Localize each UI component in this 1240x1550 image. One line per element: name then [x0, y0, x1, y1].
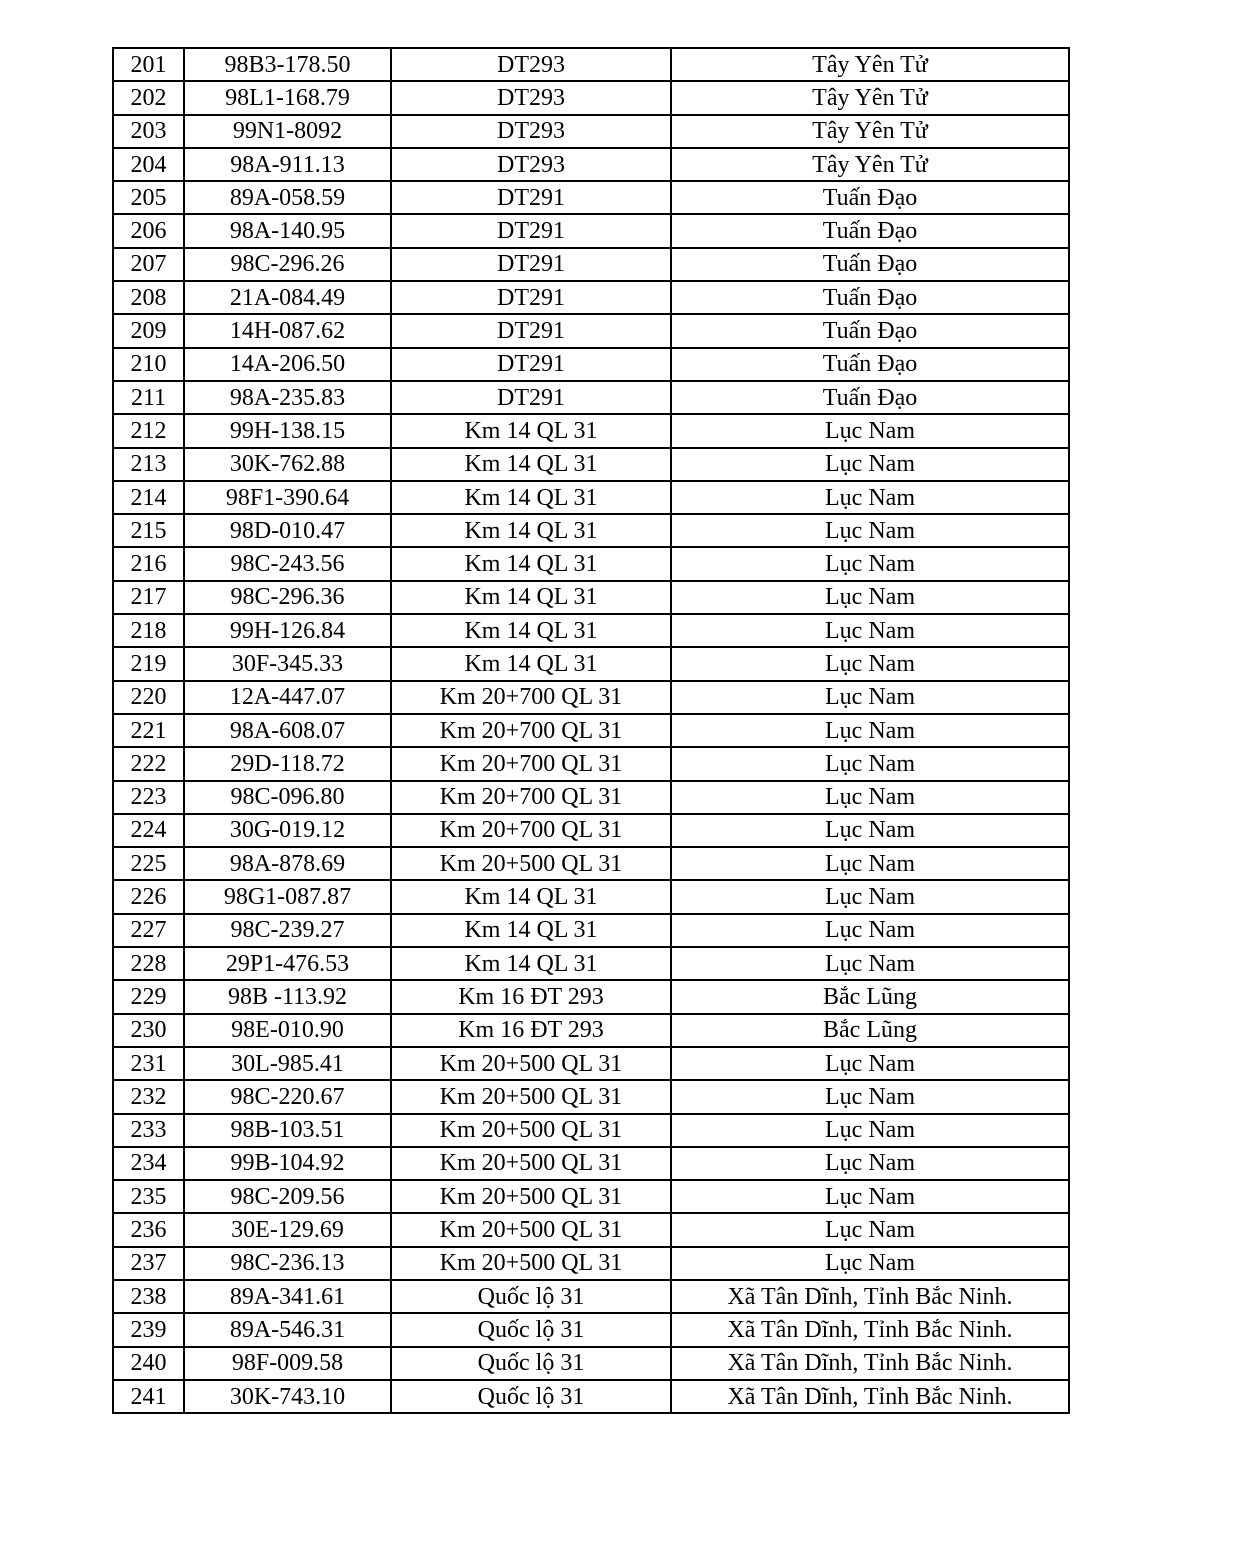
row-number-cell: 210 — [113, 348, 184, 381]
table-row — [113, 1147, 1069, 1180]
table-row — [113, 681, 1069, 714]
location-cell: Km 14 QL 31 — [391, 514, 671, 547]
location-cell: Km 20+500 QL 31 — [391, 1080, 671, 1113]
table-row — [113, 48, 1069, 81]
row-number-cell: 217 — [113, 581, 184, 614]
area-cell: Lục Nam — [671, 1047, 1069, 1080]
area-cell: Tây Yên Tử — [671, 148, 1069, 181]
area-cell: Bắc Lũng — [671, 1014, 1069, 1047]
license-plate-cell: 98B -113.92 — [184, 980, 391, 1013]
area-cell: Lục Nam — [671, 1114, 1069, 1147]
area-cell: Lục Nam — [671, 514, 1069, 547]
table-row — [113, 747, 1069, 780]
area-cell: Lục Nam — [671, 647, 1069, 680]
table-row — [113, 647, 1069, 680]
area-cell: Tuấn Đạo — [671, 314, 1069, 347]
area-cell: Xã Tân Dĩnh, Tỉnh Bắc Ninh. — [671, 1380, 1069, 1413]
location-cell: DT291 — [391, 348, 671, 381]
table-row — [113, 980, 1069, 1013]
table-row — [113, 1114, 1069, 1147]
row-number-cell: 240 — [113, 1347, 184, 1380]
table-body — [113, 48, 1069, 1413]
table-row — [113, 781, 1069, 814]
area-cell: Tây Yên Tử — [671, 115, 1069, 148]
area-cell: Tuấn Đạo — [671, 348, 1069, 381]
table-row — [113, 1180, 1069, 1213]
location-cell: Km 20+500 QL 31 — [391, 1213, 671, 1246]
location-cell: DT293 — [391, 48, 671, 81]
area-cell: Lục Nam — [671, 814, 1069, 847]
row-number-cell: 237 — [113, 1247, 184, 1280]
area-cell: Bắc Lũng — [671, 980, 1069, 1013]
license-plate-cell: 98G1-087.87 — [184, 880, 391, 913]
area-cell: Lục Nam — [671, 947, 1069, 980]
license-plate-cell: 98A-911.13 — [184, 148, 391, 181]
location-cell: Quốc lộ 31 — [391, 1380, 671, 1413]
table-row — [113, 1080, 1069, 1113]
location-cell: Km 20+700 QL 31 — [391, 781, 671, 814]
area-cell: Lục Nam — [671, 747, 1069, 780]
license-plate-cell: 12A-447.07 — [184, 681, 391, 714]
location-cell: Quốc lộ 31 — [391, 1280, 671, 1313]
row-number-cell: 207 — [113, 248, 184, 281]
row-number-cell: 206 — [113, 214, 184, 247]
table-row — [113, 281, 1069, 314]
license-plate-cell: 98E-010.90 — [184, 1014, 391, 1047]
table-row — [113, 914, 1069, 947]
location-cell: Km 20+700 QL 31 — [391, 747, 671, 780]
license-plate-cell: 99H-126.84 — [184, 614, 391, 647]
license-plate-cell: 99N1-8092 — [184, 115, 391, 148]
location-cell: DT293 — [391, 148, 671, 181]
area-cell: Lục Nam — [671, 581, 1069, 614]
row-number-cell: 220 — [113, 681, 184, 714]
row-number-cell: 235 — [113, 1180, 184, 1213]
row-number-cell: 222 — [113, 747, 184, 780]
license-plate-cell: 89A-546.31 — [184, 1313, 391, 1346]
location-cell: Km 14 QL 31 — [391, 647, 671, 680]
area-cell: Tuấn Đạo — [671, 248, 1069, 281]
location-cell: DT291 — [391, 381, 671, 414]
location-cell: Km 14 QL 31 — [391, 581, 671, 614]
row-number-cell: 241 — [113, 1380, 184, 1413]
table-row — [113, 847, 1069, 880]
license-plate-cell: 21A-084.49 — [184, 281, 391, 314]
area-cell: Tây Yên Tử — [671, 81, 1069, 114]
vehicle-records-table — [112, 47, 1070, 1414]
license-plate-cell: 98C-239.27 — [184, 914, 391, 947]
row-number-cell: 238 — [113, 1280, 184, 1313]
table-row — [113, 414, 1069, 447]
area-cell: Lục Nam — [671, 448, 1069, 481]
location-cell: Km 20+500 QL 31 — [391, 1147, 671, 1180]
table-row — [113, 81, 1069, 114]
location-cell: Km 20+700 QL 31 — [391, 714, 671, 747]
table-row — [113, 947, 1069, 980]
row-number-cell: 229 — [113, 980, 184, 1013]
location-cell: DT291 — [391, 214, 671, 247]
table-row — [113, 614, 1069, 647]
license-plate-cell: 98L1-168.79 — [184, 81, 391, 114]
license-plate-cell: 99B-104.92 — [184, 1147, 391, 1180]
license-plate-cell: 29D-118.72 — [184, 747, 391, 780]
row-number-cell: 212 — [113, 414, 184, 447]
row-number-cell: 233 — [113, 1114, 184, 1147]
row-number-cell: 203 — [113, 115, 184, 148]
location-cell: Km 14 QL 31 — [391, 947, 671, 980]
row-number-cell: 204 — [113, 148, 184, 181]
license-plate-cell: 89A-058.59 — [184, 181, 391, 214]
location-cell: Km 20+700 QL 31 — [391, 814, 671, 847]
license-plate-cell: 98B3-178.50 — [184, 48, 391, 81]
table-row — [113, 880, 1069, 913]
location-cell: DT291 — [391, 181, 671, 214]
area-cell: Lục Nam — [671, 414, 1069, 447]
location-cell: DT293 — [391, 81, 671, 114]
row-number-cell: 205 — [113, 181, 184, 214]
row-number-cell: 231 — [113, 1047, 184, 1080]
table-row — [113, 1047, 1069, 1080]
table-row — [113, 1247, 1069, 1280]
license-plate-cell: 98C-243.56 — [184, 547, 391, 580]
row-number-cell: 215 — [113, 514, 184, 547]
area-cell: Lục Nam — [671, 847, 1069, 880]
license-plate-cell: 98A-878.69 — [184, 847, 391, 880]
area-cell: Tuấn Đạo — [671, 214, 1069, 247]
row-number-cell: 208 — [113, 281, 184, 314]
row-number-cell: 221 — [113, 714, 184, 747]
table-row — [113, 115, 1069, 148]
license-plate-cell: 14A-206.50 — [184, 348, 391, 381]
row-number-cell: 228 — [113, 947, 184, 980]
license-plate-cell: 98C-220.67 — [184, 1080, 391, 1113]
license-plate-cell: 30L-985.41 — [184, 1047, 391, 1080]
location-cell: Quốc lộ 31 — [391, 1313, 671, 1346]
row-number-cell: 213 — [113, 448, 184, 481]
license-plate-cell: 98F-009.58 — [184, 1347, 391, 1380]
row-number-cell: 234 — [113, 1147, 184, 1180]
area-cell: Xã Tân Dĩnh, Tỉnh Bắc Ninh. — [671, 1347, 1069, 1380]
table-row — [113, 148, 1069, 181]
area-cell: Lục Nam — [671, 781, 1069, 814]
table-row — [113, 314, 1069, 347]
location-cell: Km 14 QL 31 — [391, 614, 671, 647]
table-row — [113, 1347, 1069, 1380]
table-row — [113, 514, 1069, 547]
table-row — [113, 1380, 1069, 1413]
license-plate-cell: 98F1-390.64 — [184, 481, 391, 514]
row-number-cell: 225 — [113, 847, 184, 880]
location-cell: DT293 — [391, 115, 671, 148]
license-plate-cell: 98C-296.36 — [184, 581, 391, 614]
license-plate-cell: 98A-235.83 — [184, 381, 391, 414]
table-row — [113, 448, 1069, 481]
row-number-cell: 224 — [113, 814, 184, 847]
table-row — [113, 1280, 1069, 1313]
row-number-cell: 239 — [113, 1313, 184, 1346]
row-number-cell: 226 — [113, 880, 184, 913]
location-cell: Km 14 QL 31 — [391, 547, 671, 580]
row-number-cell: 230 — [113, 1014, 184, 1047]
table-row — [113, 547, 1069, 580]
license-plate-cell: 98B-103.51 — [184, 1114, 391, 1147]
table-row — [113, 581, 1069, 614]
table-row — [113, 348, 1069, 381]
row-number-cell: 209 — [113, 314, 184, 347]
area-cell: Xã Tân Dĩnh, Tỉnh Bắc Ninh. — [671, 1280, 1069, 1313]
location-cell: Km 20+500 QL 31 — [391, 1047, 671, 1080]
location-cell: Km 20+500 QL 31 — [391, 1180, 671, 1213]
area-cell: Lục Nam — [671, 1147, 1069, 1180]
location-cell: Km 20+500 QL 31 — [391, 847, 671, 880]
license-plate-cell: 99H-138.15 — [184, 414, 391, 447]
area-cell: Lục Nam — [671, 1247, 1069, 1280]
area-cell: Xã Tân Dĩnh, Tỉnh Bắc Ninh. — [671, 1313, 1069, 1346]
row-number-cell: 214 — [113, 481, 184, 514]
license-plate-cell: 98A-608.07 — [184, 714, 391, 747]
area-cell: Tây Yên Tử — [671, 48, 1069, 81]
license-plate-cell: 29P1-476.53 — [184, 947, 391, 980]
table-row — [113, 814, 1069, 847]
table-row — [113, 381, 1069, 414]
location-cell: Km 20+500 QL 31 — [391, 1247, 671, 1280]
area-cell: Lục Nam — [671, 714, 1069, 747]
location-cell: Km 14 QL 31 — [391, 414, 671, 447]
license-plate-cell: 30F-345.33 — [184, 647, 391, 680]
table-row — [113, 1213, 1069, 1246]
license-plate-cell: 30E-129.69 — [184, 1213, 391, 1246]
location-cell: Quốc lộ 31 — [391, 1347, 671, 1380]
location-cell: Km 20+700 QL 31 — [391, 681, 671, 714]
license-plate-cell: 98C-209.56 — [184, 1180, 391, 1213]
location-cell: Km 14 QL 31 — [391, 914, 671, 947]
location-cell: DT291 — [391, 248, 671, 281]
row-number-cell: 223 — [113, 781, 184, 814]
row-number-cell: 218 — [113, 614, 184, 647]
table-row — [113, 248, 1069, 281]
row-number-cell: 211 — [113, 381, 184, 414]
license-plate-cell: 98C-096.80 — [184, 781, 391, 814]
area-cell: Tuấn Đạo — [671, 381, 1069, 414]
license-plate-cell: 89A-341.61 — [184, 1280, 391, 1313]
area-cell: Lục Nam — [671, 1213, 1069, 1246]
location-cell: Km 20+500 QL 31 — [391, 1114, 671, 1147]
license-plate-cell: 14H-087.62 — [184, 314, 391, 347]
area-cell: Lục Nam — [671, 1180, 1069, 1213]
table-row — [113, 714, 1069, 747]
row-number-cell: 236 — [113, 1213, 184, 1246]
row-number-cell: 201 — [113, 48, 184, 81]
row-number-cell: 216 — [113, 547, 184, 580]
location-cell: DT291 — [391, 314, 671, 347]
license-plate-cell: 30G-019.12 — [184, 814, 391, 847]
location-cell: Km 16 ĐT 293 — [391, 980, 671, 1013]
license-plate-cell: 98C-296.26 — [184, 248, 391, 281]
license-plate-cell: 98C-236.13 — [184, 1247, 391, 1280]
table-row — [113, 1313, 1069, 1346]
table-row — [113, 181, 1069, 214]
location-cell: Km 14 QL 31 — [391, 448, 671, 481]
row-number-cell: 232 — [113, 1080, 184, 1113]
area-cell: Lục Nam — [671, 880, 1069, 913]
license-plate-cell: 98A-140.95 — [184, 214, 391, 247]
area-cell: Tuấn Đạo — [671, 281, 1069, 314]
area-cell: Lục Nam — [671, 481, 1069, 514]
license-plate-cell: 30K-762.88 — [184, 448, 391, 481]
location-cell: Km 14 QL 31 — [391, 880, 671, 913]
area-cell: Lục Nam — [671, 614, 1069, 647]
row-number-cell: 202 — [113, 81, 184, 114]
area-cell: Lục Nam — [671, 914, 1069, 947]
area-cell: Lục Nam — [671, 1080, 1069, 1113]
location-cell: Km 14 QL 31 — [391, 481, 671, 514]
location-cell: Km 16 ĐT 293 — [391, 1014, 671, 1047]
license-plate-cell: 30K-743.10 — [184, 1380, 391, 1413]
area-cell: Tuấn Đạo — [671, 181, 1069, 214]
row-number-cell: 219 — [113, 647, 184, 680]
row-number-cell: 227 — [113, 914, 184, 947]
table-row — [113, 214, 1069, 247]
table-row — [113, 1014, 1069, 1047]
license-plate-cell: 98D-010.47 — [184, 514, 391, 547]
table-row — [113, 481, 1069, 514]
location-cell: DT291 — [391, 281, 671, 314]
area-cell: Lục Nam — [671, 681, 1069, 714]
area-cell: Lục Nam — [671, 547, 1069, 580]
